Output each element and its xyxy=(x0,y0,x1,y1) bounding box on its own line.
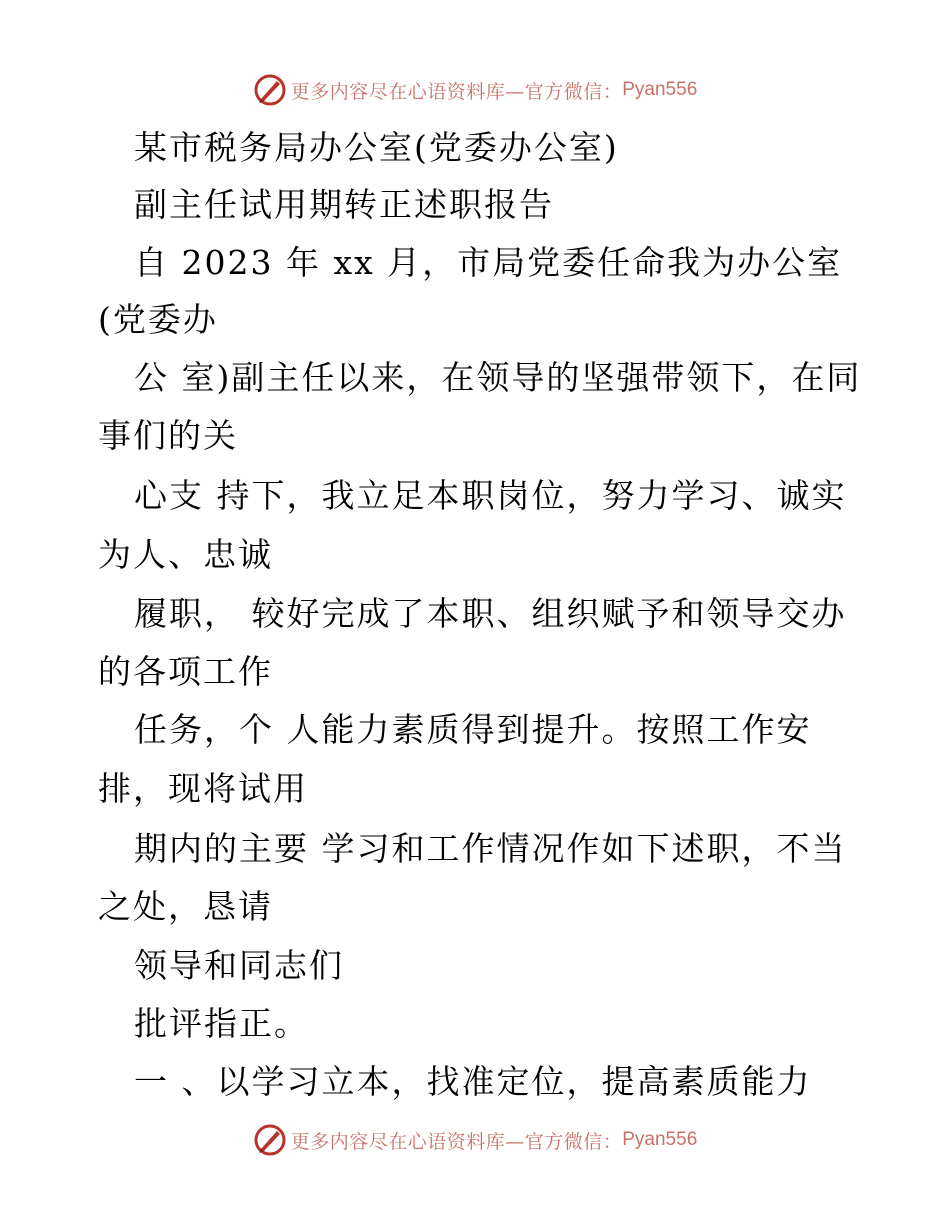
header-watermark-banner xyxy=(0,70,950,110)
banner-text: 更多内容尽在心语资料库—官方微信： xyxy=(290,1130,623,1153)
doc-line: 自 2023 年 xx 月，市局党委任命我为办公室 xyxy=(134,243,843,282)
doc-line: 事们的关 xyxy=(98,416,238,455)
doc-line: 领导和同志们 xyxy=(134,946,344,985)
pen-logo-icon xyxy=(253,73,287,107)
doc-line: 公 室)副主任以来，在领导的坚强带领下，在同 xyxy=(134,358,862,397)
banner-account: Pyan556 xyxy=(622,1129,698,1150)
doc-line: 为人、忠诚 xyxy=(98,535,273,574)
doc-line: 某市税务局办公室(党委办公室) xyxy=(134,128,619,167)
doc-line: (党委办 xyxy=(98,300,218,339)
pen-logo-icon xyxy=(253,1123,287,1157)
doc-line: 批评指正。 xyxy=(134,1004,309,1043)
doc-line: 排，现将试用 xyxy=(98,769,308,808)
banner-text: 更多内容尽在心语资料库—官方微信： xyxy=(290,80,623,103)
doc-line: 的各项工作 xyxy=(98,652,273,691)
banner-account: Pyan556 xyxy=(622,79,698,100)
doc-line: 副主任试用期转正述职报告 xyxy=(134,185,554,224)
doc-line: 之处，恳请 xyxy=(98,887,273,926)
footer-watermark-banner xyxy=(0,1120,950,1160)
doc-line: 履职， 较好完成了本职、组织赋予和领导交办 xyxy=(134,594,847,633)
doc-line: 期内的主要 学习和工作情况作如下述职，不当 xyxy=(134,829,847,868)
doc-line: 任务，个 人能力素质得到提升。按照工作安 xyxy=(134,710,812,749)
section-heading: 一 、以学习立本，找准定位，提高素质能力 xyxy=(134,1062,812,1101)
doc-line: 心支 持下，我立足本职岗位，努力学习、诚实 xyxy=(134,476,847,515)
